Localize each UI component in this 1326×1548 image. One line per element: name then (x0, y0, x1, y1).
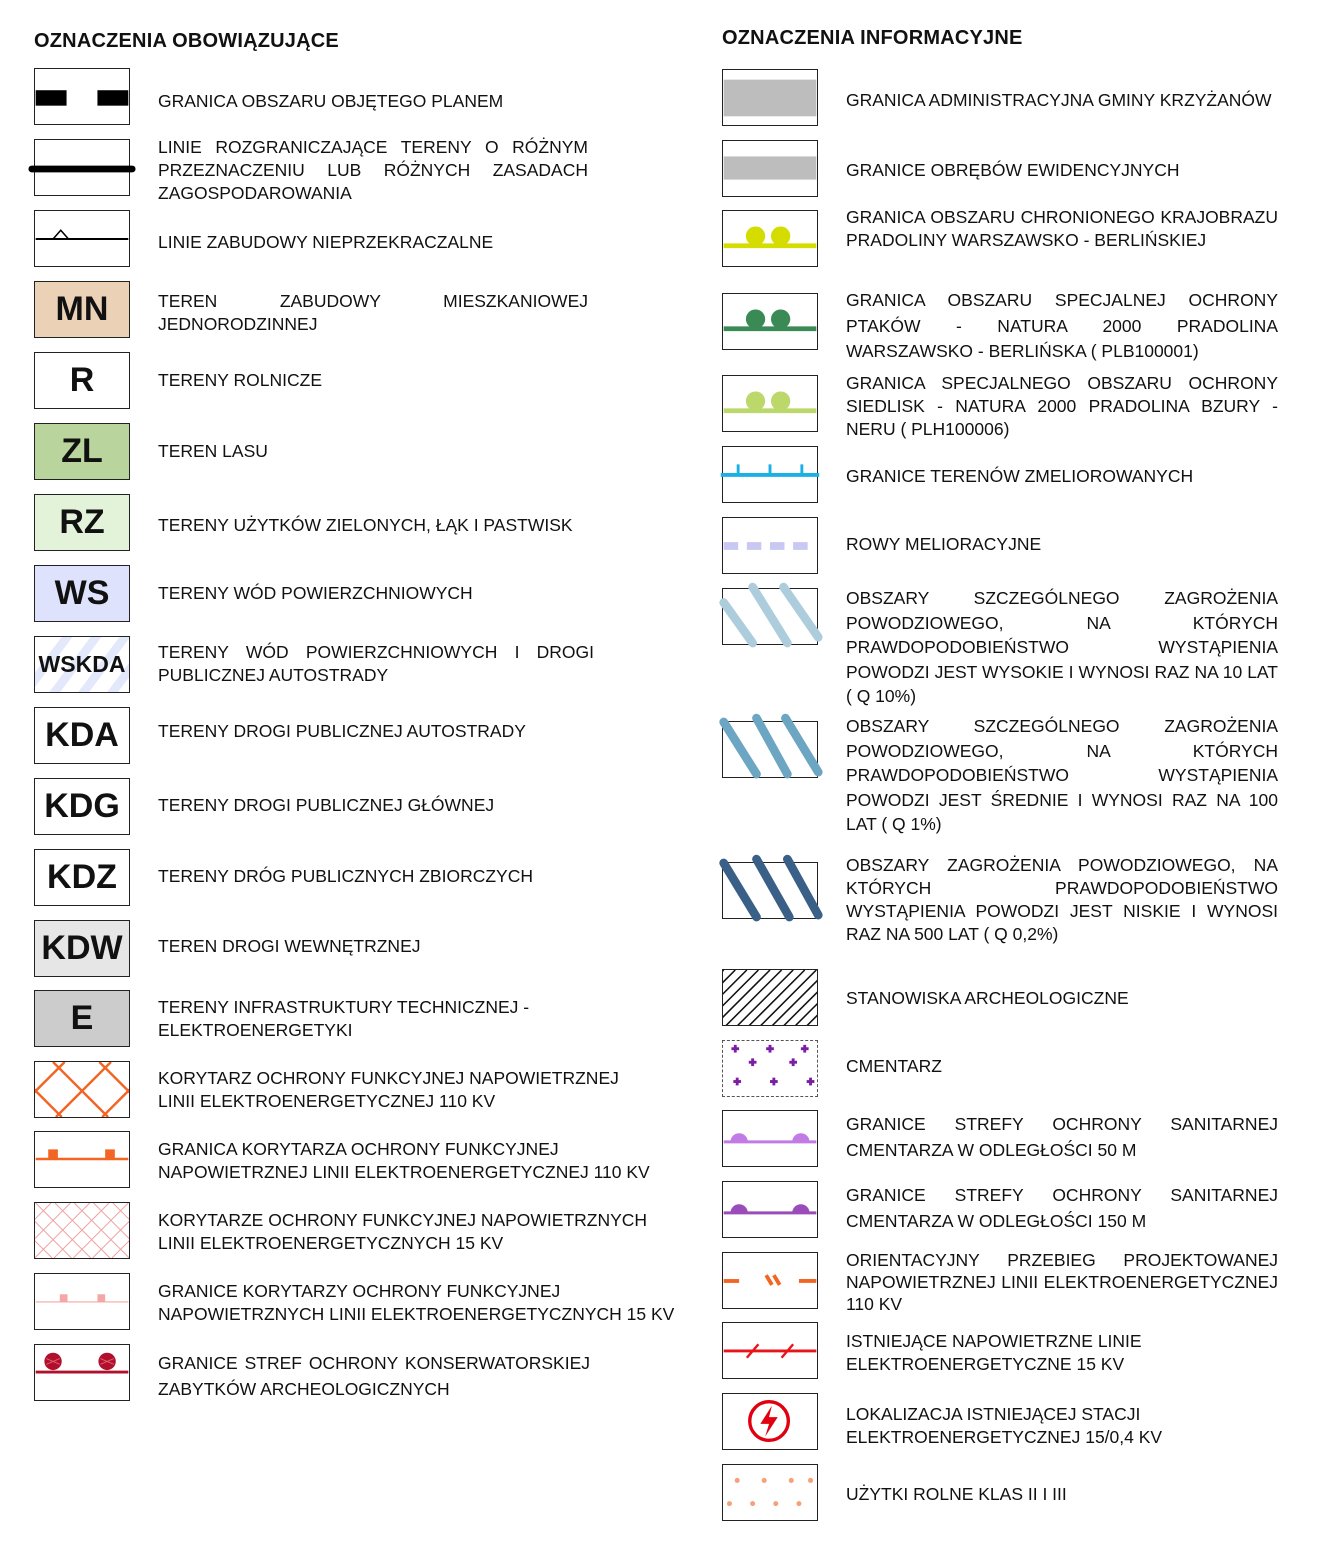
zone-kdg-symbol (34, 778, 130, 835)
zone-rz-symbol (34, 494, 130, 551)
legend-label: GRANICA OBSZARU CHRONIONEGO KRAJOBRAZU PRADOLINY WARSZAWSKO - BERLIŃSKIEJ (846, 207, 1278, 250)
legend-label: TERENY INFRASTRUKTURY TECHNICZNEJ - ELEKTROENERGETYKI (158, 997, 530, 1040)
heading-obowiazujace: OZNACZENIA OBOWIĄZUJĄCE (34, 30, 339, 52)
corridor-110kv-boundary-symbol (34, 1131, 130, 1188)
conservation-zone-symbol (34, 1344, 130, 1401)
legend-label: TERENY DROGI PUBLICZNEJ GŁÓWNEJ (158, 795, 495, 815)
zone-code: R (69, 361, 95, 399)
habitat-protection-symbol (722, 375, 818, 432)
legend-label: ROWY MELIORACYJNE (846, 534, 1042, 554)
legend-label: TERENY ROLNICZE (158, 370, 323, 390)
legend-label: STANOWISKA ARCHEOLOGICZNE (846, 988, 1129, 1008)
existing-15kv-line-symbol (722, 1322, 818, 1379)
zone-r-symbol (34, 352, 130, 409)
legend-label: TEREN ZABUDOWY MIESZKANIOWEJ JEDNORODZINNEJ (158, 291, 588, 334)
planned-110kv-line-symbol (722, 1252, 818, 1309)
zone-code: KDG (44, 787, 120, 825)
legend-label: OBSZARY SZCZEGÓLNEGO ZAGROŻENIA POWODZIOWEGO, NA KTÓRYCH PRAWDOPODOBIEŃSTWO WYSTĄPIENIA POWODZI JEST ŚREDNIE I WYNOSI RAZ NA 100 LAT ( Q 1%) (846, 716, 1278, 834)
legend-label: GRANICE STREFY OCHRONY SANITARNEJ CMENTARZA W ODLEGŁOŚCI 150 M (846, 1185, 1278, 1231)
zone-code: KDW (41, 929, 123, 967)
legend-label: ORIENTACYJNY PRZEBIEG PROJEKTOWANEJ NAPOWIETRZNEJ LINII ELEKTROENERGETYCZNEJ 110 KV (846, 1250, 1278, 1314)
flood-risk-low-symbol (722, 862, 818, 919)
legend-label: TERENY WÓD POWIERZCHNIOWYCH (158, 583, 473, 603)
zone-code: KDZ (47, 858, 117, 896)
legend-label: KORYTARZ OCHRONY FUNKCYJNEJ NAPOWIETRZNEJ LINII ELEKTROENERGETYCZNEJ 110 KV (158, 1068, 619, 1111)
legend-label: UŻYTKI ROLNE KLAS II I III (846, 1484, 1067, 1504)
cemetery-symbol (722, 1040, 818, 1097)
legend-label: TERENY UŻYTKÓW ZIELONYCH, ŁĄK I PASTWISK (158, 515, 573, 535)
corridor-110kv-symbol (34, 1061, 130, 1118)
legend-label: LOKALIZACJA ISTNIEJĄCEJ STACJI ELEKTROENERGETYCZNEJ 15/0,4 KV (846, 1404, 1163, 1447)
plan-boundary-symbol (34, 68, 130, 125)
legend-label: LINIE ZABUDOWY NIEPRZEKRACZALNE (158, 232, 494, 252)
legend-label: LINIE ROZGRANICZAJĄCE TERENY O RÓŻNYM PRZEZNACZENIU LUB RÓŻNYCH ZASADACH ZAGOSPODAROWANIA (158, 137, 588, 203)
legend-label: GRANICA OBSZARU OBJĘTEGO PLANEM (158, 91, 504, 111)
legend-label: OBSZARY ZAGROŻENIA POWODZIOWEGO, NA KTÓRYCH PRAWDOPODOBIEŃSTWO WYSTĄPIENIA POWODZI JEST NISKIE I WYNOSI RAZ NA 500 LAT ( Q 0,2%) (846, 855, 1278, 944)
zone-mn-symbol (34, 281, 130, 338)
legend-label: GRANICE STREFY OCHRONY SANITARNEJ CMENTARZA W ODLEGŁOŚCI 50 M (846, 1114, 1278, 1160)
legend-label: GRANICE STREF OCHRONY KONSERWATORSKIEJ ZABYTKÓW ARCHEOLOGICZNYCH (158, 1353, 590, 1399)
municipal-boundary-symbol (722, 69, 818, 126)
drainage-ditch-symbol (722, 517, 818, 574)
legend-label: GRANICE OBRĘBÓW EWIDENCYJNYCH (846, 160, 1180, 180)
landscape-protection-symbol (722, 210, 818, 267)
legend-label: GRANICA KORYTARZA OCHRONY FUNKCYJNEJ NAPOWIETRZNEJ LINII ELEKTROENERGETYCZNEJ 110 KV (158, 1139, 650, 1182)
zone-code: E (70, 999, 94, 1037)
legend-label: TERENY WÓD POWIERZCHNIOWYCH I DROGI PUBLICZNEJ AUTOSTRADY (158, 642, 594, 685)
flood-risk-medium-symbol (722, 721, 818, 778)
substation-symbol (722, 1393, 818, 1450)
legend-label: KORYTARZE OCHRONY FUNKCYJNEJ NAPOWIETRZNYCH LINII ELEKTROENERGETYCZNYCH 15 KV (158, 1210, 648, 1253)
legend-label: ISTNIEJĄCE NAPOWIETRZNE LINIE ELEKTROENERGETYCZNE 15 KV (846, 1331, 1142, 1374)
zone-zl-symbol (34, 423, 130, 480)
zone-code: ZL (61, 432, 103, 470)
zone-code: KDA (45, 716, 119, 754)
bird-protection-symbol (722, 293, 818, 350)
zone-kdw-symbol (34, 920, 130, 977)
legend-label: GRANICA SPECJALNEGO OBSZARU OCHRONY SIEDLISK - NATURA 2000 PRADOLINA BZURY - NERU ( PLH100006) (846, 373, 1278, 439)
legend-label: TEREN LASU (158, 441, 268, 461)
sanitary-zone-50m-symbol (722, 1110, 818, 1167)
legend-label: GRANICE TERENÓW ZMELIOROWANYCH (846, 466, 1194, 486)
arable-land-symbol (722, 1464, 818, 1521)
legend-label: OBSZARY SZCZEGÓLNEGO ZAGROŻENIA POWODZIOWEGO, NA KTÓRYCH PRAWDOPODOBIEŃSTWO WYSTĄPIENIA POWODZI JEST WYSOKIE I WYNOSI RAZ NA 10 LAT ( Q 10%) (846, 588, 1278, 706)
archaeological-site-symbol (722, 969, 818, 1026)
zone-kdz-symbol (34, 849, 130, 906)
drained-land-symbol (722, 446, 818, 503)
legend-label: GRANICA OBSZARU SPECJALNEJ OCHRONY PTAKÓW - NATURA 2000 PRADOLINA WARSZAWSKO - BERLIŃSKA ( PLB100001) (846, 290, 1278, 361)
zone-code: MN (55, 290, 109, 328)
zone-code: RZ (59, 503, 105, 541)
legend-label: TEREN DROGI WEWNĘTRZNEJ (158, 936, 421, 956)
legend-label: CMENTARZ (846, 1056, 942, 1076)
flood-risk-high-symbol (722, 588, 818, 645)
building-line-symbol (34, 210, 130, 267)
zone-code: WSKDA (38, 651, 126, 677)
legend-label: GRANICA ADMINISTRACYJNA GMINY KRZYŻANÓW (846, 90, 1272, 110)
heading-informacyjne: OZNACZENIA INFORMACYJNE (722, 27, 1023, 49)
precinct-boundary-symbol (722, 140, 818, 197)
legend-label: TERENY DRÓG PUBLICZNYCH ZBIORCZYCH (158, 866, 533, 886)
zone-e-symbol (34, 990, 130, 1047)
zone-wskda-symbol (34, 636, 130, 693)
sanitary-zone-150m-symbol (722, 1181, 818, 1238)
dividing-line-symbol (34, 139, 130, 196)
corridor-15kv-boundary-symbol (34, 1273, 130, 1330)
zone-kda-symbol (34, 707, 130, 764)
zone-ws-symbol (34, 565, 130, 622)
corridor-15kv-symbol (34, 1202, 130, 1259)
legend-label: TERENY DROGI PUBLICZNEJ AUTOSTRADY (158, 721, 526, 741)
zone-code: WS (54, 574, 110, 612)
legend-label: GRANICE KORYTARZY OCHRONY FUNKCYJNEJ NAPOWIETRZNYCH LINII ELEKTROENERGETYCZNYCH 15 KV (158, 1281, 675, 1324)
